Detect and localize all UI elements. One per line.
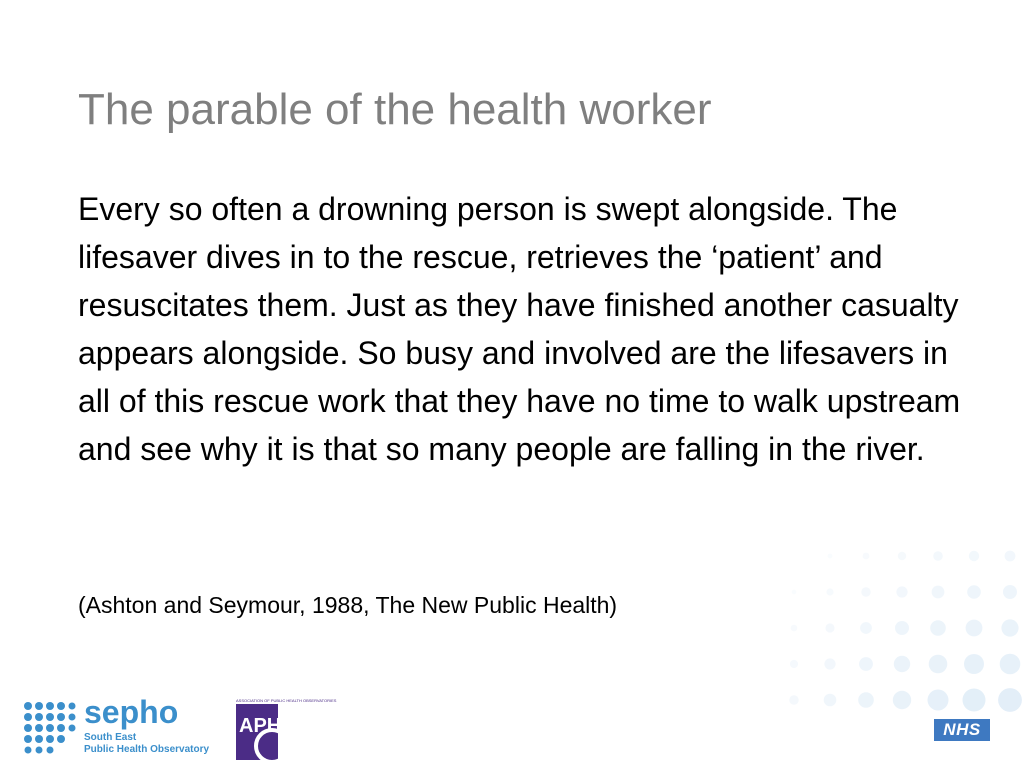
decorative-dot bbox=[790, 660, 798, 668]
decorative-dot bbox=[896, 586, 907, 597]
sepho-logo bbox=[22, 694, 212, 760]
decorative-dot bbox=[1001, 619, 1018, 636]
decorative-dot bbox=[930, 620, 946, 636]
apho-logo bbox=[234, 694, 337, 762]
sepho-dots-icon bbox=[22, 700, 78, 756]
sepho-subtitle-line2: Public Health Observatory bbox=[84, 744, 210, 755]
decorative-dot bbox=[967, 585, 981, 599]
decorative-dot bbox=[929, 655, 948, 674]
sepho-subtitle-line1: South East bbox=[84, 732, 137, 743]
citation: (Ashton and Seymour, 1988, The New Public Health) bbox=[78, 592, 618, 618]
decorative-dot bbox=[825, 623, 834, 632]
decorative-dot bbox=[932, 586, 945, 599]
slide-title: The parable of the health worker bbox=[78, 85, 712, 134]
decorative-dot bbox=[824, 694, 837, 707]
decorative-dot bbox=[860, 622, 872, 634]
decorative-dot bbox=[828, 554, 833, 559]
nhs-logo: NHS bbox=[934, 719, 990, 741]
decorative-dot bbox=[966, 620, 983, 637]
decorative-dot bbox=[826, 588, 833, 595]
decorative-dot bbox=[963, 689, 986, 712]
decorative-dot bbox=[998, 688, 1022, 712]
decorative-dot bbox=[1003, 585, 1017, 599]
decorative-dot bbox=[858, 692, 874, 708]
decorative-dot bbox=[861, 587, 870, 596]
apho-wordmark: APHO bbox=[239, 715, 297, 737]
decorative-dot bbox=[898, 552, 906, 560]
sepho-subtitle bbox=[84, 732, 209, 756]
decorative-dot bbox=[894, 656, 910, 672]
decorative-dot bbox=[791, 625, 798, 632]
decorative-dot bbox=[928, 690, 949, 711]
slide-body-text: Every so often a drowning person is swept alongside. The lifesaver dives in to the rescue, retrieves the ‘patient’ and resuscitates them. Just as they have finished another casualty appears alongside. So busy and involved are the lifesavers in all of this rescue work that they have no time to walk upstream and see why it is that so many people are falling in the river. bbox=[78, 191, 961, 467]
sepho-wordmark: sepho bbox=[84, 694, 179, 730]
decorative-dot bbox=[789, 695, 798, 704]
decorative-dot bbox=[1005, 551, 1016, 562]
decorative-dot bbox=[933, 551, 943, 561]
apho-arc-text: ASSOCIATION OF PUBLIC HEALTH OBSERVATORIES bbox=[236, 698, 337, 703]
decorative-dot bbox=[893, 691, 911, 709]
decorative-dot bbox=[895, 621, 909, 635]
decorative-dot bbox=[1000, 654, 1021, 675]
decorative-dot bbox=[969, 551, 979, 561]
decorative-dot bbox=[792, 590, 797, 595]
decorative-dot bbox=[863, 553, 870, 560]
decorative-dot bbox=[824, 658, 835, 669]
decorative-dot bbox=[859, 657, 873, 671]
decorative-dot bbox=[964, 654, 984, 674]
